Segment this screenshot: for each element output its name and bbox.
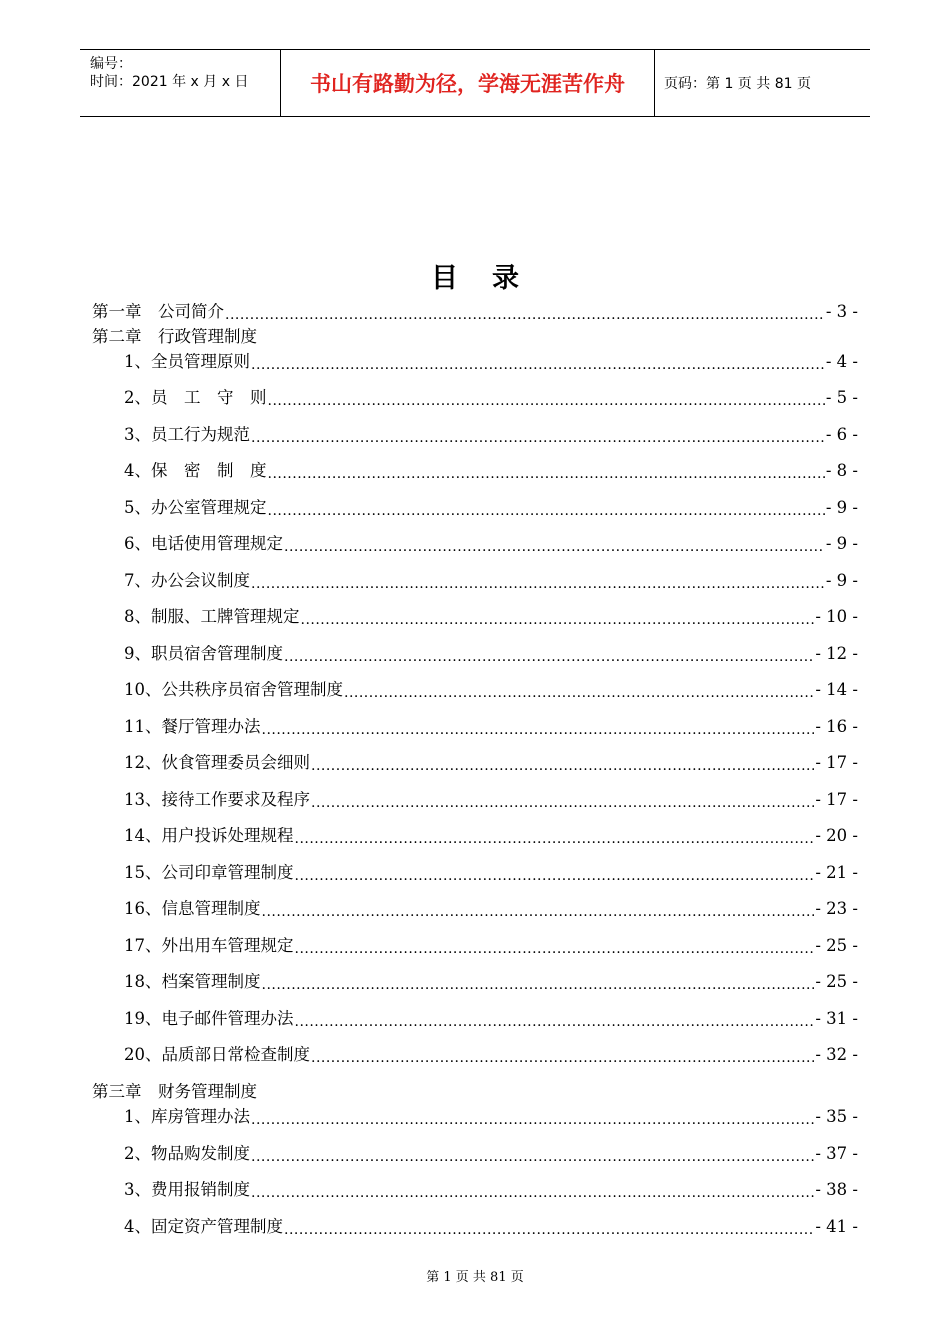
toc-dot-leader (284, 532, 825, 556)
toc-dot-leader (262, 897, 815, 921)
header-motto: 书山有路勤为径，学海无涯苦作舟 (281, 50, 655, 116)
toc-entry-label: 17、外出用车管理规定 (124, 936, 294, 955)
toc-entry-label: 5、办公室管理规定 (124, 498, 267, 517)
header-page-info: 页码：第 1 页 共 81 页 (664, 76, 811, 92)
toc-dot-leader (311, 788, 814, 812)
toc-dot-leader (284, 1215, 814, 1239)
toc-entry-page-number: - 37 - (815, 1144, 858, 1163)
toc-dot-leader (251, 1142, 814, 1166)
toc-entry[interactable] (124, 569, 858, 593)
toc-entry[interactable] (124, 678, 858, 702)
toc-dot-leader (268, 496, 825, 520)
toc-entry[interactable] (124, 642, 858, 666)
toc-entry-label: 1、全员管理原则 (124, 352, 250, 371)
toc-dot-leader (251, 423, 825, 447)
page-header (80, 49, 870, 117)
toc-entry[interactable] (124, 386, 858, 410)
toc-dot-leader (311, 1043, 814, 1067)
toc-entry-label: 11、餐厅管理办法 (124, 717, 261, 736)
toc-entry[interactable] (124, 1105, 858, 1129)
toc-dot-leader (295, 824, 815, 848)
toc-dot-leader (262, 715, 815, 739)
toc-entry-label: 12、伙食管理委员会细则 (124, 753, 310, 772)
toc-entry[interactable] (92, 300, 858, 324)
toc-dot-leader (262, 970, 815, 994)
toc-dot-leader (301, 605, 815, 629)
toc-dot-leader (311, 751, 814, 775)
toc-entry-page-number: - 12 - (815, 644, 858, 663)
toc-entry-page-number: - 16 - (815, 717, 858, 736)
toc-chapter-heading: 第三章 财务管理制度 (92, 1082, 257, 1101)
toc-entry-label: 15、公司印章管理制度 (124, 863, 294, 882)
toc-chapter-heading: 第二章 行政管理制度 (92, 327, 257, 346)
toc-entry-page-number: - 9 - (825, 571, 858, 590)
toc-entry[interactable] (124, 459, 858, 483)
page-footer: 第 1 页 共 81 页 (426, 1270, 524, 1285)
toc-entry[interactable] (124, 1215, 858, 1239)
toc-entry[interactable] (124, 1043, 858, 1067)
toc-entry[interactable] (124, 1142, 858, 1166)
toc-entry-label: 3、员工行为规范 (124, 425, 250, 444)
toc-entry-label: 10、公共秩序员宿舍管理制度 (124, 680, 343, 699)
toc-entry[interactable] (124, 1178, 858, 1202)
header-meta (80, 50, 281, 116)
toc-entry[interactable] (124, 605, 858, 629)
toc-dot-leader (295, 861, 815, 885)
toc-entry[interactable] (124, 970, 858, 994)
toc-dot-leader (251, 1105, 814, 1129)
toc-entry[interactable] (124, 897, 858, 921)
toc-entry-label: 4、保 密 制 度 (124, 461, 267, 480)
toc-entry-page-number: - 17 - (815, 790, 858, 809)
toc-dot-leader (344, 678, 814, 702)
toc-entry-label: 3、费用报销制度 (124, 1180, 250, 1199)
toc-entry-page-number: - 25 - (815, 936, 858, 955)
toc-title: 目录 (431, 263, 553, 294)
toc-entry-label: 8、制服、工牌管理规定 (124, 607, 300, 626)
toc-entry-label: 6、电话使用管理规定 (124, 534, 283, 553)
toc-dot-leader (268, 459, 825, 483)
toc-entry-label: 2、员 工 守 则 (124, 388, 267, 407)
toc-entry-page-number: - 6 - (825, 425, 858, 444)
toc-dot-leader (225, 300, 825, 324)
toc-entry-page-number: - 35 - (815, 1107, 858, 1126)
toc-entry[interactable] (124, 751, 858, 775)
document-number-label: 编号： (90, 56, 132, 72)
toc-dot-leader (284, 642, 814, 666)
toc-entry[interactable] (124, 532, 858, 556)
toc-entry-label: 第一章 公司简介 (92, 302, 224, 321)
toc-entry[interactable] (124, 861, 858, 885)
toc-entry[interactable] (124, 496, 858, 520)
toc-entry[interactable] (124, 423, 858, 447)
toc-entry-page-number: - 9 - (825, 498, 858, 517)
toc-dot-leader (251, 1178, 814, 1202)
toc-entry-page-number: - 41 - (815, 1217, 858, 1236)
toc-entry-label: 20、品质部日常检查制度 (124, 1045, 310, 1064)
toc-entry-page-number: - 23 - (815, 899, 858, 918)
toc-entry-page-number: - 3 - (825, 302, 858, 321)
toc-entry-page-number: - 21 - (815, 863, 858, 882)
toc-entry-page-number: - 5 - (825, 388, 858, 407)
toc-entry-label: 9、职员宿舍管理制度 (124, 644, 283, 663)
toc-entry[interactable] (124, 715, 858, 739)
toc-dot-leader (268, 386, 825, 410)
toc-entry[interactable] (124, 1007, 858, 1031)
toc-entry-label: 1、库房管理办法 (124, 1107, 250, 1126)
toc-entry-label: 18、档案管理制度 (124, 972, 261, 991)
toc-entry-page-number: - 14 - (815, 680, 858, 699)
toc-entry-page-number: - 38 - (815, 1180, 858, 1199)
toc-entry[interactable] (124, 788, 858, 812)
toc-dot-leader (295, 934, 815, 958)
toc-entry-label: 16、信息管理制度 (124, 899, 261, 918)
toc-entry-page-number: - 20 - (815, 826, 858, 845)
toc-entry-page-number: - 31 - (815, 1009, 858, 1028)
toc-entry-label: 4、固定资产管理制度 (124, 1217, 283, 1236)
toc-entry-label: 7、办公会议制度 (124, 571, 250, 590)
toc-entry-page-number: - 10 - (815, 607, 858, 626)
toc-entry-page-number: - 25 - (815, 972, 858, 991)
toc-dot-leader (295, 1007, 815, 1031)
toc-entry-label: 19、电子邮件管理办法 (124, 1009, 294, 1028)
toc-entry-page-number: - 9 - (825, 534, 858, 553)
toc-entry-page-number: - 4 - (825, 352, 858, 371)
toc-entry[interactable] (124, 350, 858, 374)
document-time-label: 时间：2021 年 x 月 x 日 (90, 74, 249, 90)
toc-entry[interactable] (124, 824, 858, 848)
toc-entry-label: 2、物品购发制度 (124, 1144, 250, 1163)
toc-entry-label: 13、接待工作要求及程序 (124, 790, 310, 809)
toc-dot-leader (251, 350, 825, 374)
toc-dot-leader (251, 569, 825, 593)
toc-entry-label: 14、用户投诉处理规程 (124, 826, 294, 845)
toc-entry[interactable] (124, 934, 858, 958)
toc-entry-page-number: - 17 - (815, 753, 858, 772)
toc-entry-page-number: - 32 - (815, 1045, 858, 1064)
toc-entry-page-number: - 8 - (825, 461, 858, 480)
